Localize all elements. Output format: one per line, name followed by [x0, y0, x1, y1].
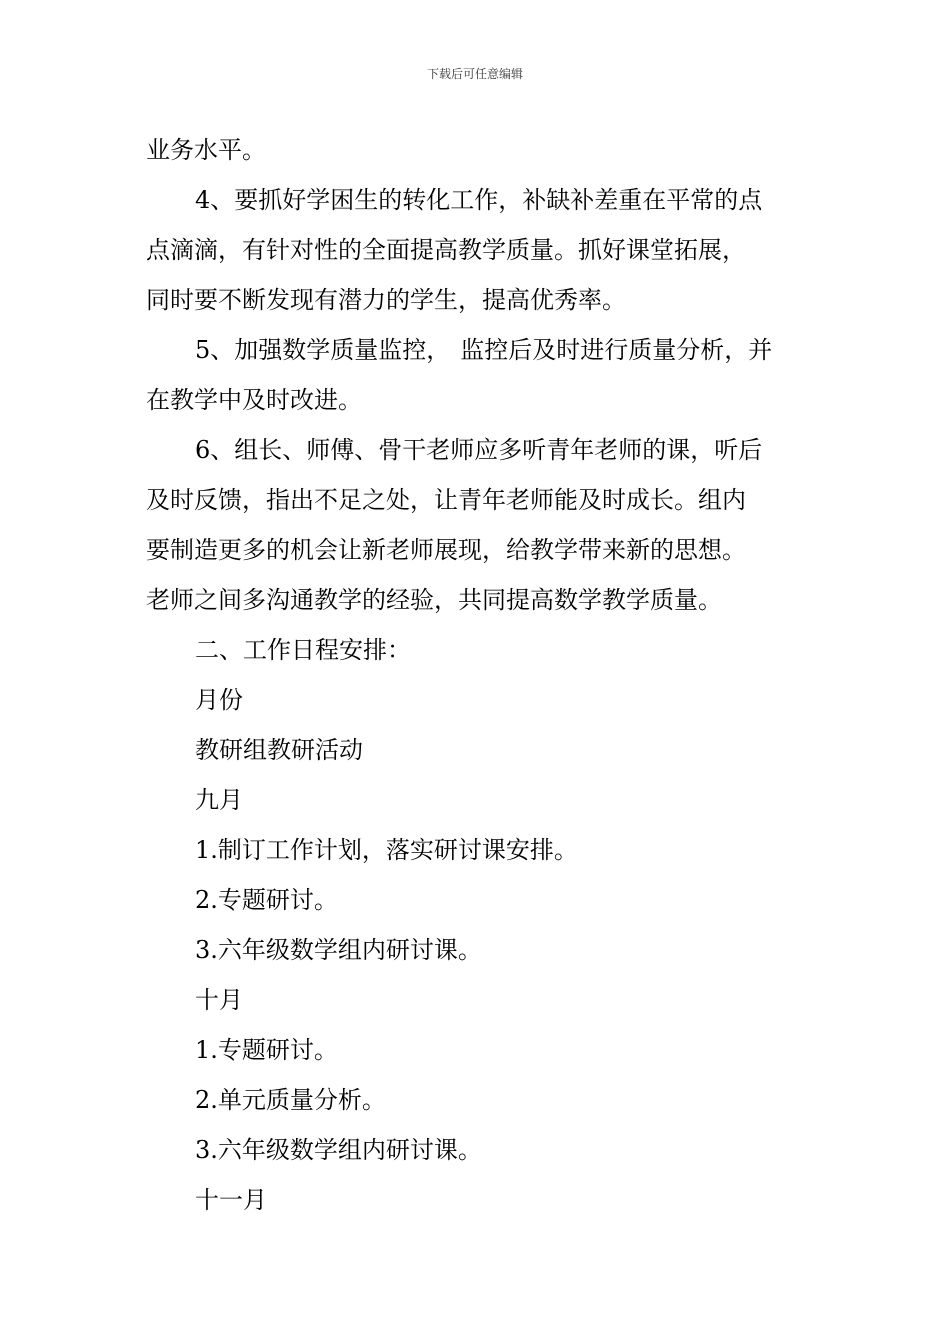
list-item: 1.制订工作计划，落实研讨课安排。: [195, 836, 578, 864]
list-item: 月份: [195, 686, 243, 714]
list-item: 九月: [195, 786, 243, 814]
paragraph-line: [146, 325, 808, 375]
list-item: 2.单元质量分析。: [195, 1086, 386, 1114]
paragraph-line: 及时反馈，指出不足之处，让青年老师能及时成长。组内: [146, 486, 746, 514]
paragraph-line: 同时要不断发现有潜力的学生，提高优秀率。: [146, 286, 626, 314]
list-item: 教研组教研活动: [195, 736, 363, 764]
list-item: 3.六年级数学组内研讨课。: [195, 1136, 482, 1164]
paragraph-line: 点滴滴，有针对性的全面提高教学质量。抓好课堂拓展，: [146, 236, 746, 264]
page-header: 下载后可任意编辑: [426, 67, 523, 81]
section-heading: 二、工作日程安排：: [195, 636, 411, 664]
list-item: 2.专题研讨。: [195, 886, 338, 914]
paragraph-line: 业务水平。: [146, 136, 266, 164]
paragraph-line: 在教学中及时改进。: [146, 386, 362, 414]
paragraph-line: 要制造更多的机会让新老师展现，给教学带来新的思想。: [146, 536, 746, 564]
paragraph-line: 老师之间多沟通教学的经验，共同提高数学教学质量。: [146, 586, 722, 614]
text-segment: 5、加强数学质量监控，: [195, 336, 451, 364]
text-segment: 监控后及时进行质量分析，并: [460, 336, 773, 364]
list-item: 十一月: [195, 1186, 267, 1214]
list-item: 3.六年级数学组内研讨课。: [195, 936, 482, 964]
document-body: [146, 125, 808, 1225]
paragraph-line: 6、组长、师傅、骨干老师应多听青年老师的课，听后: [195, 436, 763, 464]
paragraph-line: 4、要抓好学困生的转化工作，补缺补差重在平常的点: [195, 186, 763, 214]
list-item: 1.专题研讨。: [195, 1036, 338, 1064]
list-item: 十月: [195, 986, 243, 1014]
